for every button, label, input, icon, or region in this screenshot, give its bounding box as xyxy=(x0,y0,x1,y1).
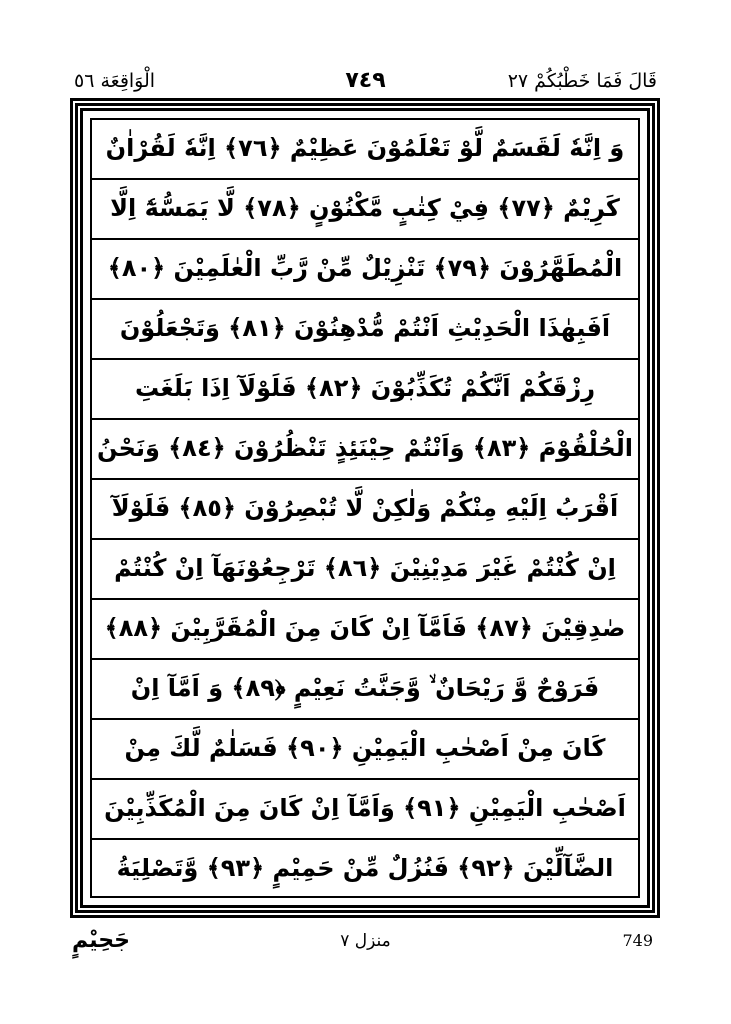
page-number-arabic: ٧٤٩ xyxy=(345,68,386,93)
catchword: جَحِيْمٍ xyxy=(72,928,130,953)
text-line: كَرِيْمٌ ﴿٧٧﴾ فِيْ كِتٰبٍ مَّكْنُوْنٍ ﴿٧٨﴾ لَّا يَمَسُّهٗٓ اِلَّا xyxy=(110,194,620,222)
manzil-label: منزل ٧ xyxy=(340,931,391,951)
text-line: صٰدِقِيْنَ ﴿٨٧﴾ فَاَمَّآ اِنْ كَانَ مِنَ الْمُقَرَّبِيْنَ ﴿٨٨﴾ xyxy=(104,614,626,642)
text-line: رِزْقَكُمْ اَنَّكُمْ تُكَذِّبُوْنَ ﴿٨٢﴾ فَلَوْلَآ اِذَا بَلَغَتِ xyxy=(134,374,596,402)
text-line: وَ اِنَّهٗ لَقَسَمٌ لَّوْ تَعْلَمُوْنَ عَظِيْمٌ ﴿٧٦﴾ اِنَّهٗ لَقُرْاٰنٌ xyxy=(105,134,625,162)
text-line: اِنْ كُنْتُمْ غَيْرَ مَدِيْنِيْنَ ﴿٨٦﴾ تَرْجِعُوْنَهَآ اِنْ كُنْتُمْ xyxy=(114,554,616,582)
page-number: 749 xyxy=(622,931,653,950)
para-name: قَالَ فَمَا خَطْبُكُمْ ٢٧ xyxy=(507,70,657,92)
text-line: الضَّآلِّيْنَ ﴿٩٢﴾ فَنُزُلٌ مِّنْ حَمِيْمٍ ﴿٩٣﴾ وَّتَصْلِيَةُ xyxy=(116,854,614,882)
text-line: كَانَ مِنْ اَصْحٰبِ الْيَمِيْنِ ﴿٩٠﴾ فَسَلٰمٌ لَّكَ مِنْ xyxy=(124,734,606,762)
text-line: الْحُلْقُوْمَ ﴿٨٣﴾ وَاَنْتُمْ حِيْنَئِذٍ تَنْظُرُوْنَ ﴿٨٤﴾ وَنَحْنُ xyxy=(97,434,633,462)
surah-name: الْوَاقِعَة ٥٦ xyxy=(74,70,156,92)
text-line: اَقْرَبُ اِلَيْهِ مِنْكُمْ وَلٰكِنْ لَّا تُبْصِرُوْنَ ﴿٨٥﴾ فَلَوْلَآ xyxy=(111,494,619,522)
text-line: اَفَبِهٰذَا الْحَدِيْثِ اَنْتُمْ مُّدْهِنُوْنَ ﴿٨١﴾ وَتَجْعَلُوْنَ xyxy=(119,314,611,342)
text-line: الْمُطَهَّرُوْنَ ﴿٧٩﴾ تَنْزِيْلٌ مِّنْ رَّبِّ الْعٰلَمِيْنَ ﴿٨٠﴾ xyxy=(107,254,623,282)
text-line: فَرَوْحٌ وَّ رَيْحَانٌ ۙ وَّجَنَّتُ نَعِيْمٍ ﴿٨٩﴾ وَ اَمَّآ اِنْ xyxy=(130,674,600,702)
text-line: اَصْحٰبِ الْيَمِيْنِ ﴿٩١﴾ وَاَمَّآ اِنْ كَانَ مِنَ الْمُكَذِّبِيْنَ xyxy=(104,794,626,822)
